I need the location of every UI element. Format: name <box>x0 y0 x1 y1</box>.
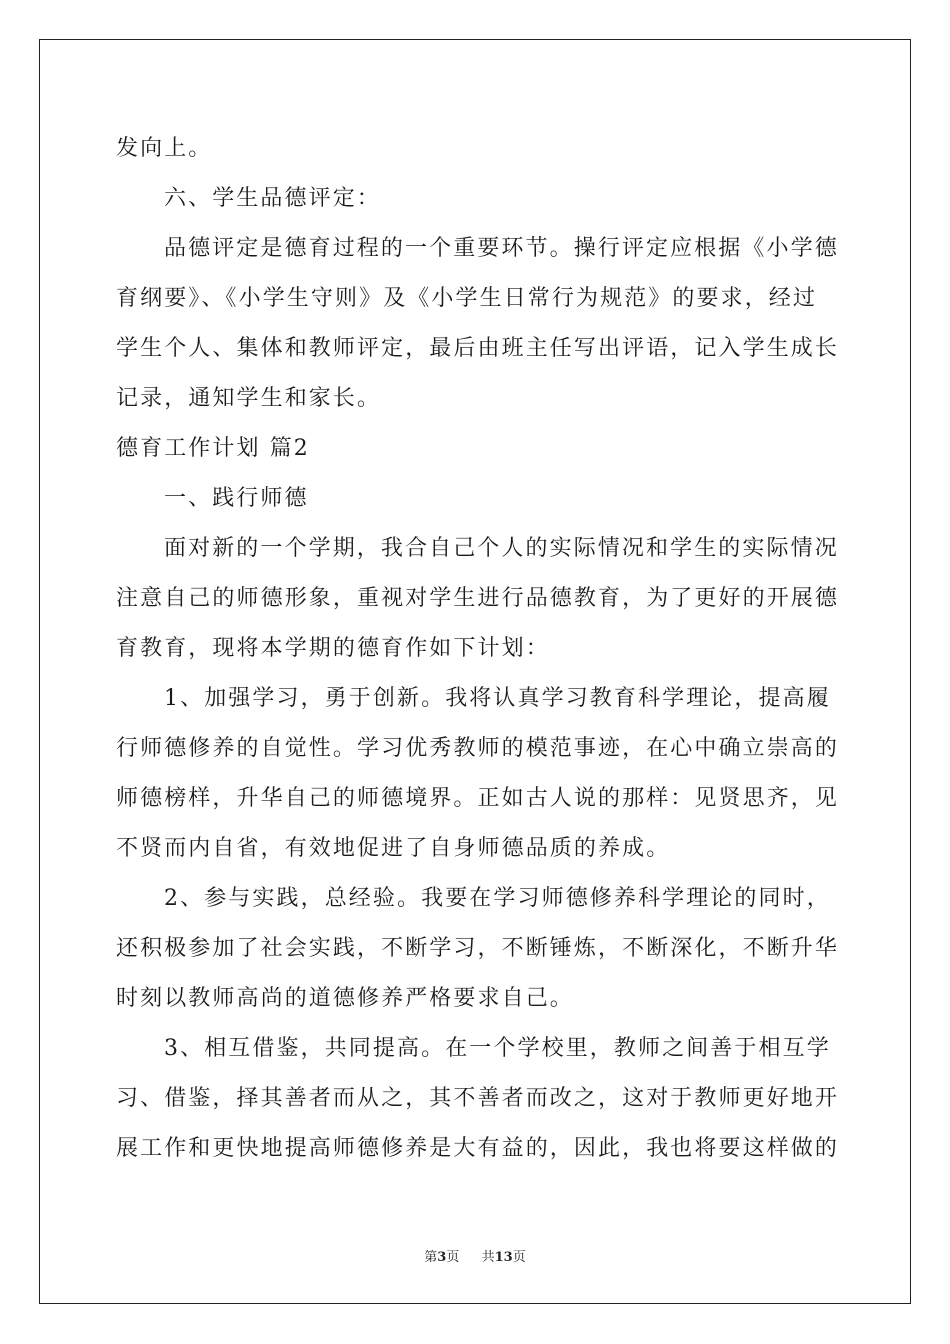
document-body <box>116 124 840 1174</box>
text-line: 2、参与实践，总经验。我要在学习师德修养科学理论的同时， <box>164 886 831 911</box>
text-line: 发向上。 <box>116 136 213 161</box>
text-line: 学生个人、集体和教师评定，最后由班主任写出评语，记入学生成长 <box>116 336 840 361</box>
text-line: 时刻以教师高尚的道德修养严格要求自己。 <box>116 986 574 1011</box>
text-line: 1、加强学习，勇于创新。我将认真学习教育科学理论，提高履 <box>164 686 831 711</box>
page-suffix: 页 <box>446 1250 460 1265</box>
section-heading: 六、学生品德评定： <box>164 186 381 211</box>
page-total: 13 <box>494 1250 513 1265</box>
text-line: 注意自己的师德形象，重视对学生进行品德教育，为了更好的开展德 <box>116 586 840 611</box>
page-footer <box>0 1246 950 1265</box>
text-line: 师德榜样，升华自己的师德境界。正如古人说的那样：见贤思齐，见 <box>116 786 840 811</box>
text-line: 面对新的一个学期，我合自己个人的实际情况和学生的实际情况 <box>164 536 839 561</box>
text-line: 不贤而内自省，有效地促进了自身师德品质的养成。 <box>116 836 671 861</box>
page-current: 3 <box>437 1250 447 1265</box>
section-heading: 一、践行师德 <box>164 486 309 511</box>
article-title: 德育工作计划 篇2 <box>116 436 310 461</box>
text-line: 展工作和更快地提高师德修养是大有益的，因此，我也将要这样做的 <box>116 1136 840 1161</box>
text-line: 还积极参加了社会实践，不断学习，不断锤炼，不断深化，不断升华 <box>116 936 840 961</box>
total-prefix: 共 <box>481 1250 495 1265</box>
text-line: 育纲要》、《小学生守则》及《小学生日常行为规范》的要求，经过 <box>116 286 818 311</box>
text-line: 行师德修养的自觉性。学习优秀教师的模范事迹，在心中确立崇高的 <box>116 736 840 761</box>
total-suffix: 页 <box>512 1250 526 1265</box>
text-line: 品德评定是德育过程的一个重要环节。操行评定应根据《小学德 <box>164 236 839 261</box>
text-line: 3、相互借鉴，共同提高。在一个学校里，教师之间善于相互学 <box>164 1036 831 1061</box>
text-line: 记录，通知学生和家长。 <box>116 386 382 411</box>
page-prefix: 第 <box>424 1250 438 1265</box>
text-line: 育教育，现将本学期的德育作如下计划： <box>116 636 550 661</box>
text-line: 习、借鉴，择其善者而从之，其不善者而改之，这对于教师更好地开 <box>116 1086 840 1111</box>
